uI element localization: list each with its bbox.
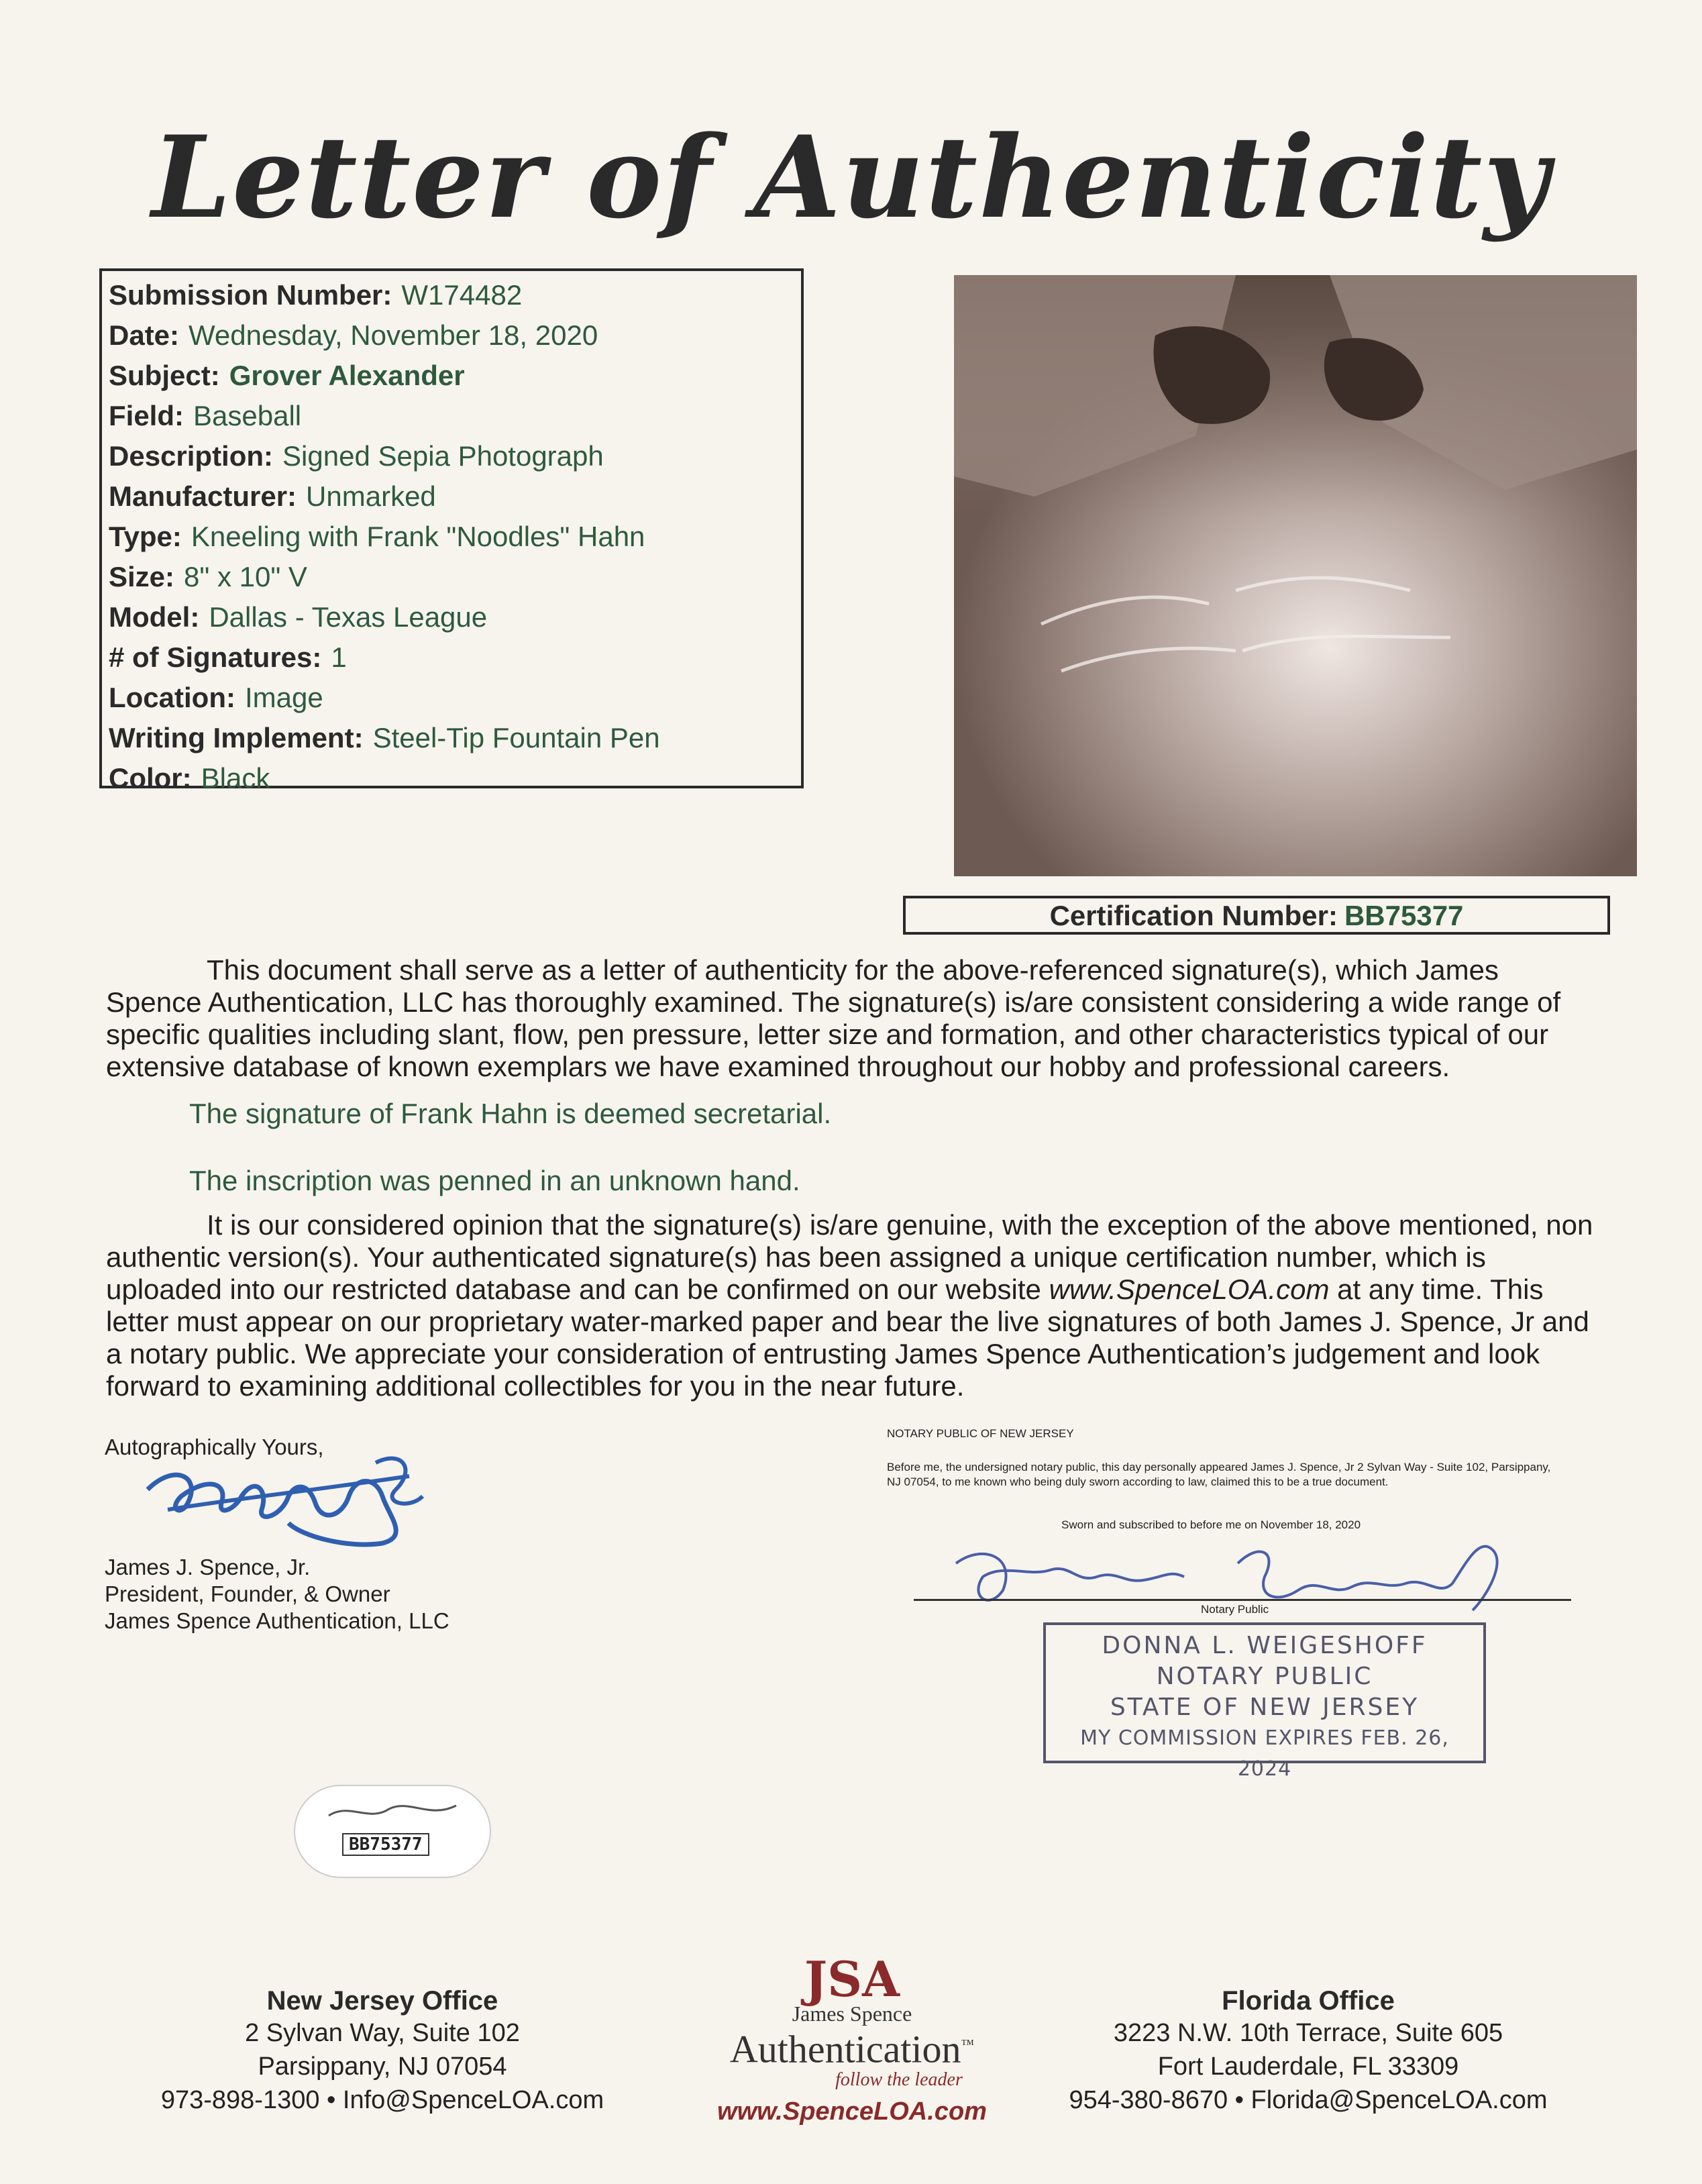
detail-label: # of Signatures: — [109, 641, 322, 673]
nj-office-line1: 2 Sylvan Way, Suite 102 — [245, 2019, 520, 2047]
detail-row — [109, 396, 794, 436]
logo-auth-text: Authentication — [729, 2027, 961, 2071]
logo-tagline: follow the leader — [835, 2069, 963, 2091]
detail-row — [109, 275, 794, 315]
notary-sworn: Sworn and subscribed to before me on November 18, 2020 — [1061, 1518, 1361, 1531]
signer-block — [105, 1554, 449, 1634]
detail-label: Date: — [109, 319, 180, 351]
signer-company: James Spence Authentication, LLC — [105, 1608, 449, 1633]
stamp-line-3: STATE OF NEW JERSEY — [1110, 1694, 1420, 1721]
nj-office-line2: Parsippany, NJ 07054 — [258, 2052, 507, 2081]
logo-authentication — [671, 2024, 1033, 2069]
fl-office-line1: 3223 N.W. 10th Terrace, Suite 605 — [1113, 2019, 1503, 2047]
detail-value: Grover Alexander — [229, 360, 465, 391]
certification-number-box — [903, 896, 1610, 935]
logo-name: James Spence — [792, 2001, 912, 2026]
detail-row — [109, 517, 794, 557]
website-link[interactable]: www.SpenceLOA.com — [1049, 1273, 1330, 1305]
detail-label: Description: — [109, 440, 274, 472]
logo-tm: ™ — [961, 2037, 975, 2052]
detail-value: Image — [244, 682, 323, 713]
spence-signature — [127, 1436, 436, 1550]
detail-row — [109, 356, 794, 396]
closing: Autographically Yours, — [105, 1435, 324, 1459]
detail-label: Submission Number: — [109, 279, 392, 311]
signer-role: President, Founder, & Owner — [105, 1581, 390, 1606]
detail-row — [109, 557, 794, 597]
detail-value: W174482 — [401, 279, 523, 311]
detail-label: Color: — [109, 762, 192, 794]
detail-row — [109, 315, 794, 356]
jsa-logo — [671, 1951, 1033, 2126]
detail-label: Location: — [109, 682, 235, 713]
note-inscription: The inscription was penned in an unknown hand. — [189, 1165, 800, 1196]
authenticity-paragraph: This document shall serve as a letter of authenticity for the above-referenced signature(s), which James Spence Authentication, LLC has thoroughly examined. The signature(s) is/are consistent considering a wide range of specific qualities including slant, flow, pen pressure, letter size and formation, and other characteristics typical of our extensive database of known exemplars we have examined throughout our hobby and professional careers. — [106, 954, 1561, 1082]
detail-label: Writing Implement: — [109, 722, 364, 753]
note-secretarial: The signature of Frank Hahn is deemed secretarial. — [189, 1098, 832, 1129]
opinion-text-b: at any time. This letter must appear on our proprietary water-marked paper and bear the live signatures of both James J. Spence, Jr and a notary public. We appreciate your consideration of entrusting James Spence Authentication’s judgement and look forward to examining additional collectibles for you in the near future. — [106, 1273, 1589, 1402]
detail-label: Subject: — [109, 360, 220, 391]
signer-name: James J. Spence, Jr. — [105, 1555, 311, 1579]
fl-office-line2: Fort Lauderdale, FL 33309 — [1157, 2052, 1459, 2081]
stamp-line-1: DONNA L. WEIGESHOFF — [1102, 1632, 1428, 1659]
stamp-line-2: NOTARY PUBLIC — [1156, 1663, 1373, 1690]
nj-office-heading: New Jersey Office — [266, 1986, 498, 2016]
nj-office-contact: 973-898-1300 • Info@SpenceLOA.com — [160, 2086, 604, 2114]
detail-label: Manufacturer: — [109, 480, 297, 512]
sticker-number: BB75377 — [342, 1833, 429, 1856]
detail-row — [109, 597, 794, 637]
detail-value: 1 — [331, 641, 347, 673]
sticker-signature — [322, 1796, 463, 1829]
detail-value: Signed Sepia Photograph — [282, 440, 604, 472]
stamp-line-4: MY COMMISSION EXPIRES FEB. 26, 2024 — [1080, 1726, 1449, 1781]
detail-value: Steel-Tip Fountain Pen — [372, 722, 660, 753]
detail-value: Baseball — [193, 400, 302, 431]
notary-line-label: Notary Public — [1201, 1603, 1269, 1616]
detail-row — [109, 718, 794, 758]
detail-value: Dallas - Texas League — [209, 601, 488, 633]
submission-details-box — [99, 268, 804, 794]
signed-photograph — [954, 275, 1637, 876]
certification-number: BB75377 — [1344, 900, 1464, 931]
fl-office-heading: Florida Office — [1222, 1986, 1395, 2016]
fl-office — [1033, 1986, 1583, 2117]
detail-value: Black — [201, 762, 270, 794]
detail-value: 8" x 10" V — [184, 561, 307, 592]
detail-row — [109, 637, 794, 678]
jsa-sticker — [294, 1785, 491, 1878]
notary-heading: NOTARY PUBLIC OF NEW JERSEY — [887, 1427, 1074, 1440]
fl-office-contact: 954-380-8670 • Florida@SpenceLOA.com — [1069, 2086, 1548, 2114]
detail-value: Kneeling with Frank "Noodles" Hahn — [191, 521, 645, 552]
page-title: Letter of Authenticity — [152, 111, 1550, 244]
detail-label: Model: — [109, 601, 200, 633]
notary-signature-line — [914, 1599, 1571, 1601]
opinion-text-a: It is our considered opinion that the signature(s) is/are genuine, with the exception of the above mentioned, non authentic version(s). Your authenticated signature(s) has been assigned a unique certification number, which is uploaded into our restricted database and can be confirmed on our website — [106, 1209, 1593, 1305]
detail-value: Unmarked — [306, 480, 436, 512]
certification-label: Certification Number: — [1049, 900, 1338, 931]
detail-value: Wednesday, November 18, 2020 — [189, 319, 598, 351]
notary-stamp — [1043, 1622, 1486, 1781]
logo-website[interactable]: www.SpenceLOA.com — [717, 2097, 987, 2126]
opinion-paragraph — [106, 1209, 1602, 1402]
detail-label: Size: — [109, 561, 175, 592]
logo-jsa: JSA — [804, 1951, 900, 2008]
detail-label: Field: — [109, 400, 184, 431]
nj-office — [114, 1986, 651, 2117]
notary-text: Before me, the undersigned notary public, this day personally appeared James J. Spence, Jr 2 Sylvan Way - Suite 102, Parsippany, NJ 07054, to me known who being duly sworn according to law, claimed this to be a true document. — [887, 1461, 1551, 1488]
detail-row — [109, 678, 794, 718]
detail-row — [109, 436, 794, 476]
detail-label: Type: — [109, 521, 182, 552]
detail-row — [109, 758, 794, 798]
detail-row — [109, 476, 794, 517]
